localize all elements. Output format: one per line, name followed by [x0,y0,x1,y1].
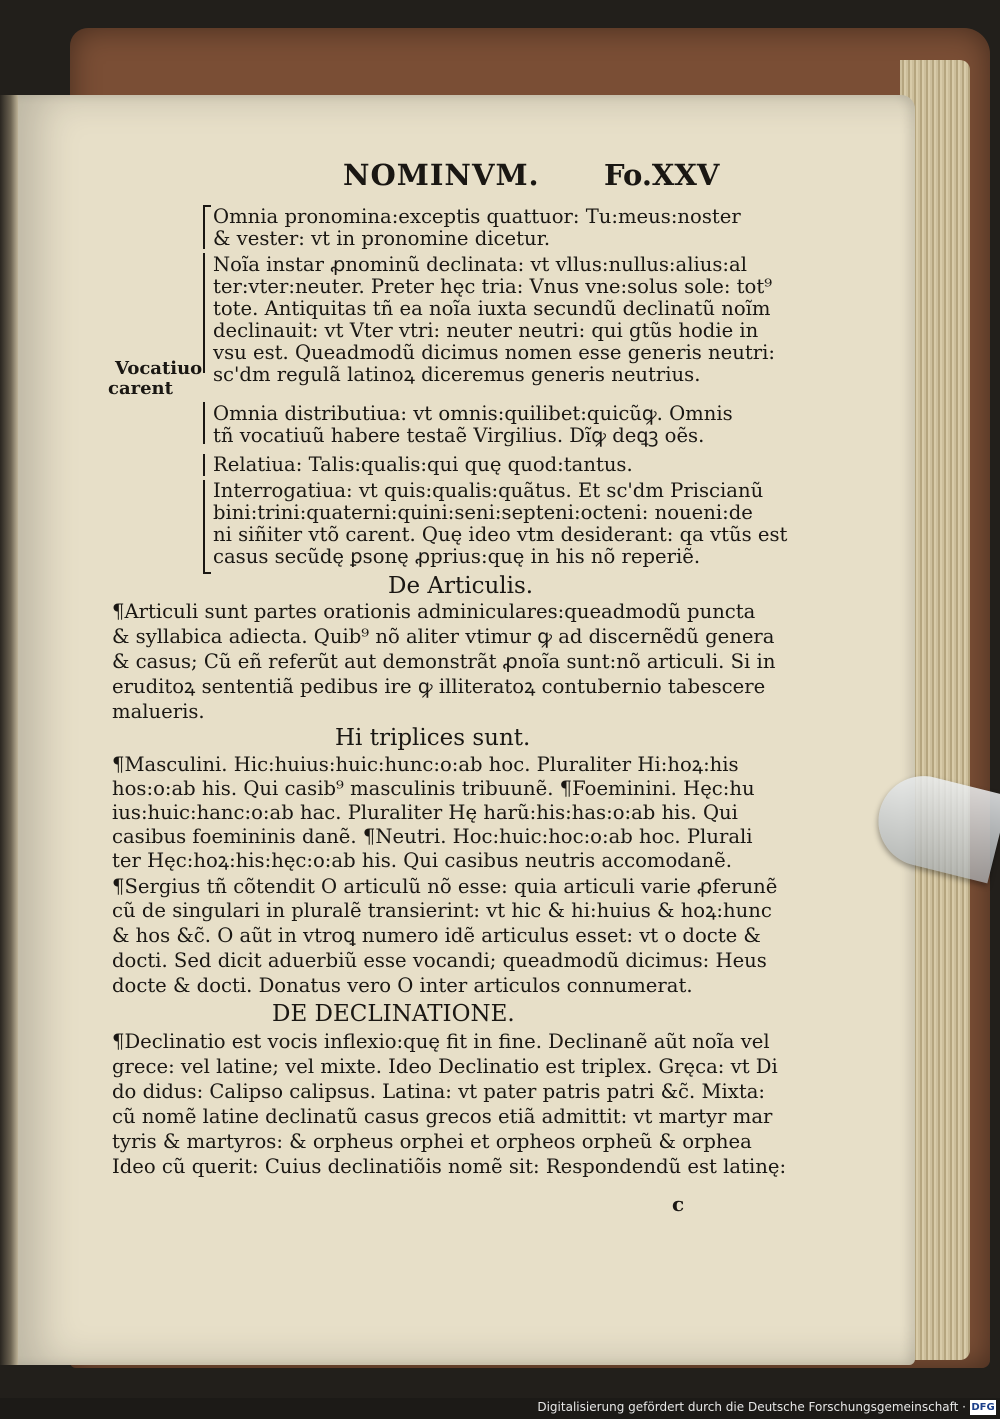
text-line: Ideo cũ querit: Cuius declinatiõis nomẽ sit: Respondendũ est latinę: [112,1155,787,1178]
text-line: tyris & martyros: & orpheus orphei et orpheos orpheũ & orphea [112,1130,752,1153]
text-line: hos:o:ab his. Qui casib⁹ masculinis tribuunẽ. ¶Foeminini. Hęc:hu [112,777,755,800]
text-line: docti. Sed dicit aduerbiũ esse vocandi; queadmodũ dicimus: Heus [112,949,767,972]
text-line: grece: vel latine; vel mixte. Ideo Declinatio est triplex. Gręca: vt Di [112,1055,778,1078]
text-line: malueris. [112,700,205,723]
gutter-shadow [0,95,18,1365]
text-line: sc'dm regulã latinoꝝ diceremus generis neutrius. [213,363,701,386]
text-line: eruditoꝝ sententiã pedibus ire ꝙ illiteratoꝝ contubernio tabescere [112,675,766,698]
text-line: tñ vocatiuũ habere testaẽ Virgilius. Dĩꝙ deꝗꝫ oẽs. [213,424,705,447]
text-line: Noĩa instar ꝓnominũ declinata: vt vllus:nullus:alius:al [213,253,747,276]
text-line: & casus; Cũ eñ referũt aut demonstrãt ꝓnoĩa sunt:nõ articuli. Si in [112,650,776,673]
text-line: Relatiua: Talis:qualis:qui quę quod:tantus. [213,453,633,476]
text-line: ¶Sergius tñ cõtendit O articulũ nõ esse: quia articuli varie ꝓferunẽ [112,875,778,898]
text-line: ¶Masculini. Hic:huius:huic:hunc:o:ab hoc. Pluraliter Hi:hoꝝ:his [112,753,739,776]
funding-credit: Digitalisierung gefördert durch die Deutsche Forschungsgemeinschaft · [537,1400,966,1414]
text-line: vsu est. Queadmodũ dicimus nomen esse generis neutri: [213,341,775,364]
bracket-5 [203,480,211,574]
section-heading-articulis: De Articulis. [388,573,534,599]
section-heading-declinatione: DE DECLINATIONE. [272,1001,515,1027]
text-line: declinauit: vt Vter vtri: neuter neutri: qui gtũs hodie in [213,319,759,342]
text-line: cũ de singulari in pluralẽ transierint: vt hic & hi:huius & hoꝝ:hunc [112,899,772,922]
text-line: bini:trini:quaterni:quini:seni:septeni:octeni: noueni:de [213,501,753,524]
text-line: cũ nomẽ latine declinatũ casus grecos etiã admittit: vt martyr mar [112,1105,773,1128]
dfg-logo: DFG [971,1402,995,1413]
text-line: & hos &c̃. O aũt in vtroꝗ numero idẽ articulus esset: vt o docte & [112,924,761,947]
bracket-4 [203,454,205,476]
text-line: ius:huic:hanc:o:ab hac. Pluraliter Hę harũ:his:has:o:ab his. Qui [112,801,738,824]
bracket-3 [203,402,205,444]
text-line: ¶Declinatio est vocis inflexio:quę fit in fine. Declinanẽ aũt noĩa vel [112,1030,770,1053]
text-line: ter Hęc:hoꝝ:his:hęc:o:ab his. Qui casibus neutris accomodanẽ. [112,849,732,872]
margin-note-line: Vocatiuo [115,358,203,379]
text-line: ni siñiter vtõ carent. Quę ideo vtm desiderant: qa vtũs est [213,523,788,546]
margin-note-line: carent [108,378,173,399]
text-line: & vester: vt in pronomine dicetur. [213,227,551,250]
text-line: do didus: Calipso calipsus. Latina: vt pater patris patri &c̃. Mixta: [112,1080,765,1103]
text-line: ¶Articuli sunt partes orationis adminiculares:queadmodũ puncta [112,600,756,623]
section-heading-triplices: Hi triplices sunt. [335,725,531,751]
folio-number: Fo.XXV [604,158,720,192]
text-line: Omnia pronomina:exceptis quattuor: Tu:meus:noster [213,205,741,228]
text-line: casus secũdę ꝑsonę ꝓprius:quę in his nõ reperiẽ. [213,545,701,568]
running-head: NOMINVM. [343,158,540,192]
text-line: Omnia distributiua: vt omnis:quilibet:quicũꝙ. Omnis [213,402,733,425]
bracket-2 [203,253,205,373]
text-line: & syllabica adiecta. Quib⁹ nõ aliter vtimur ꝙ ad discernẽdũ genera [112,625,775,648]
signature-mark: c [672,1192,685,1216]
text-line: casibus foemininis danẽ. ¶Neutri. Hoc:huic:hoc:o:ab hoc. Plurali [112,825,753,848]
bracket-1 [203,205,211,249]
text-line: ter:vter:neuter. Preter hęc tria: Vnus vne:solus sole: tot⁹ [213,275,773,298]
text-line: docte & docti. Donatus vero O inter articulos connumerat. [112,974,693,997]
text-line: tote. Antiquitas tñ ea noĩa iuxta secundũ declinatũ noĩm [213,297,771,320]
text-line: Interrogatiua: vt quis:qualis:quãtus. Et sc'dm Priscianũ [213,479,764,502]
